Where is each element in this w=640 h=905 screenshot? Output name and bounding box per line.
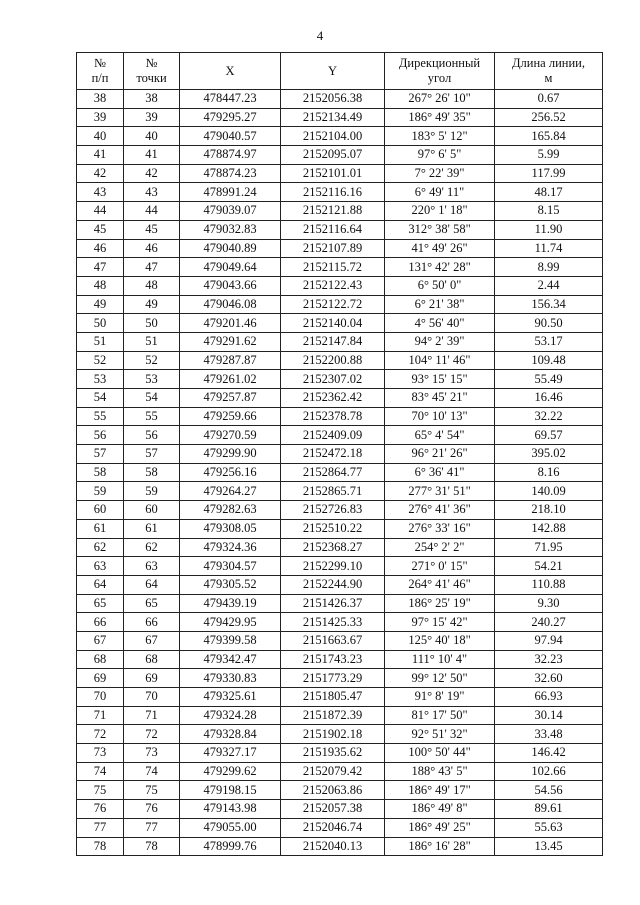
- table-row: [77, 575, 603, 594]
- point-number-cell: 71: [124, 706, 180, 725]
- line-length-cell: 142.88: [495, 519, 603, 538]
- y-coordinate-cell: 2152299.10: [281, 557, 385, 576]
- row-number-cell: 43: [77, 183, 124, 202]
- line-length-cell: 11.74: [495, 239, 603, 258]
- row-number-cell: 41: [77, 146, 124, 165]
- point-number-cell: 74: [124, 762, 180, 781]
- direction-angle-cell: 97° 15' 42": [385, 613, 495, 632]
- direction-angle-cell: 4° 56' 40": [385, 314, 495, 333]
- direction-angle-cell: 99° 12' 50": [385, 669, 495, 688]
- table-row: [77, 501, 603, 520]
- table-row: [77, 146, 603, 165]
- x-coordinate-cell: 479295.27: [180, 108, 281, 127]
- line-length-cell: 32.22: [495, 407, 603, 426]
- direction-angle-cell: 271° 0' 15": [385, 557, 495, 576]
- header-direction-angle: Дирекционный угол: [385, 53, 495, 90]
- y-coordinate-cell: 2152362.42: [281, 389, 385, 408]
- y-coordinate-cell: 2151805.47: [281, 688, 385, 707]
- line-length-cell: 8.15: [495, 202, 603, 221]
- header-point-number: № точки: [124, 53, 180, 90]
- y-coordinate-cell: 2152057.38: [281, 800, 385, 819]
- y-coordinate-cell: 2152056.38: [281, 90, 385, 109]
- row-number-cell: 73: [77, 744, 124, 763]
- y-coordinate-cell: 2152104.00: [281, 127, 385, 146]
- row-number-cell: 46: [77, 239, 124, 258]
- x-coordinate-cell: 478991.24: [180, 183, 281, 202]
- direction-angle-cell: 81° 17' 50": [385, 706, 495, 725]
- row-number-cell: 52: [77, 351, 124, 370]
- point-number-cell: 58: [124, 463, 180, 482]
- x-coordinate-cell: 479198.15: [180, 781, 281, 800]
- row-number-cell: 57: [77, 445, 124, 464]
- table-body: [77, 90, 603, 856]
- direction-angle-cell: 276° 33' 16": [385, 519, 495, 538]
- point-number-cell: 49: [124, 295, 180, 314]
- direction-angle-cell: 277° 31' 51": [385, 482, 495, 501]
- y-coordinate-cell: 2152864.77: [281, 463, 385, 482]
- direction-angle-cell: 186° 16' 28": [385, 837, 495, 856]
- point-number-cell: 53: [124, 370, 180, 389]
- x-coordinate-cell: 479043.66: [180, 276, 281, 295]
- table-row: [77, 127, 603, 146]
- row-number-cell: 72: [77, 725, 124, 744]
- row-number-cell: 65: [77, 594, 124, 613]
- point-number-cell: 64: [124, 575, 180, 594]
- point-number-cell: 38: [124, 90, 180, 109]
- point-number-cell: 40: [124, 127, 180, 146]
- direction-angle-cell: 83° 45' 21": [385, 389, 495, 408]
- row-number-cell: 40: [77, 127, 124, 146]
- line-length-cell: 54.21: [495, 557, 603, 576]
- x-coordinate-cell: 479439.19: [180, 594, 281, 613]
- row-number-cell: 45: [77, 220, 124, 239]
- direction-angle-cell: 6° 21' 38": [385, 295, 495, 314]
- table-row: [77, 613, 603, 632]
- direction-angle-cell: 70° 10' 13": [385, 407, 495, 426]
- row-number-cell: 48: [77, 276, 124, 295]
- table-row: [77, 538, 603, 557]
- row-number-cell: 70: [77, 688, 124, 707]
- y-coordinate-cell: 2152865.71: [281, 482, 385, 501]
- row-number-cell: 60: [77, 501, 124, 520]
- x-coordinate-cell: 479259.66: [180, 407, 281, 426]
- x-coordinate-cell: 479399.58: [180, 631, 281, 650]
- x-coordinate-cell: 479287.87: [180, 351, 281, 370]
- row-number-cell: 49: [77, 295, 124, 314]
- y-coordinate-cell: 2151663.67: [281, 631, 385, 650]
- x-coordinate-cell: 479282.63: [180, 501, 281, 520]
- x-coordinate-cell: 479143.98: [180, 800, 281, 819]
- table-row: [77, 594, 603, 613]
- x-coordinate-cell: 479261.02: [180, 370, 281, 389]
- y-coordinate-cell: 2152200.88: [281, 351, 385, 370]
- direction-angle-cell: 41° 49' 26": [385, 239, 495, 258]
- x-coordinate-cell: 478999.76: [180, 837, 281, 856]
- row-number-cell: 53: [77, 370, 124, 389]
- y-coordinate-cell: 2152378.78: [281, 407, 385, 426]
- y-coordinate-cell: 2152122.72: [281, 295, 385, 314]
- line-length-cell: 16.46: [495, 389, 603, 408]
- point-number-cell: 52: [124, 351, 180, 370]
- page-number: 4: [316, 28, 324, 43]
- table-row: [77, 725, 603, 744]
- x-coordinate-cell: 479256.16: [180, 463, 281, 482]
- y-coordinate-cell: 2152726.83: [281, 501, 385, 520]
- line-length-cell: 69.57: [495, 426, 603, 445]
- direction-angle-cell: 6° 50' 0": [385, 276, 495, 295]
- table-row: [77, 164, 603, 183]
- row-number-cell: 55: [77, 407, 124, 426]
- direction-angle-cell: 104° 11' 46": [385, 351, 495, 370]
- line-length-cell: 66.93: [495, 688, 603, 707]
- x-coordinate-cell: 478874.97: [180, 146, 281, 165]
- x-coordinate-cell: 479040.89: [180, 239, 281, 258]
- direction-angle-cell: 186° 49' 35": [385, 108, 495, 127]
- point-number-cell: 66: [124, 613, 180, 632]
- table-row: [77, 482, 603, 501]
- point-number-cell: 65: [124, 594, 180, 613]
- header-y: Y: [281, 53, 385, 90]
- direction-angle-cell: 276° 41' 36": [385, 501, 495, 520]
- line-length-cell: 110.88: [495, 575, 603, 594]
- line-length-cell: 89.61: [495, 800, 603, 819]
- y-coordinate-cell: 2152079.42: [281, 762, 385, 781]
- point-number-cell: 57: [124, 445, 180, 464]
- table-row: [77, 818, 603, 837]
- x-coordinate-cell: 479201.46: [180, 314, 281, 333]
- table-row: [77, 314, 603, 333]
- direction-angle-cell: 111° 10' 4": [385, 650, 495, 669]
- row-number-cell: 59: [77, 482, 124, 501]
- line-length-cell: 140.09: [495, 482, 603, 501]
- row-number-cell: 44: [77, 202, 124, 221]
- line-length-cell: 256.52: [495, 108, 603, 127]
- line-length-cell: 90.50: [495, 314, 603, 333]
- y-coordinate-cell: 2151902.18: [281, 725, 385, 744]
- header-line-length: Длина линии, м: [495, 53, 603, 90]
- coordinates-table: [76, 52, 603, 856]
- point-number-cell: 48: [124, 276, 180, 295]
- y-coordinate-cell: 2152122.43: [281, 276, 385, 295]
- point-number-cell: 77: [124, 818, 180, 837]
- row-number-cell: 54: [77, 389, 124, 408]
- x-coordinate-cell: 479257.87: [180, 389, 281, 408]
- direction-angle-cell: 91° 8' 19": [385, 688, 495, 707]
- row-number-cell: 39: [77, 108, 124, 127]
- table-row: [77, 370, 603, 389]
- line-length-cell: 30.14: [495, 706, 603, 725]
- table-row: [77, 781, 603, 800]
- y-coordinate-cell: 2152101.01: [281, 164, 385, 183]
- y-coordinate-cell: 2152115.72: [281, 258, 385, 277]
- y-coordinate-cell: 2151872.39: [281, 706, 385, 725]
- x-coordinate-cell: 479299.62: [180, 762, 281, 781]
- point-number-cell: 60: [124, 501, 180, 520]
- table-row: [77, 631, 603, 650]
- direction-angle-cell: 186° 49' 25": [385, 818, 495, 837]
- x-coordinate-cell: 479299.90: [180, 445, 281, 464]
- line-length-cell: 395.02: [495, 445, 603, 464]
- row-number-cell: 78: [77, 837, 124, 856]
- table-row: [77, 183, 603, 202]
- table-row: [77, 108, 603, 127]
- line-length-cell: 33.48: [495, 725, 603, 744]
- table-header: [77, 53, 603, 90]
- line-length-cell: 5.99: [495, 146, 603, 165]
- x-coordinate-cell: 479429.95: [180, 613, 281, 632]
- point-number-cell: 67: [124, 631, 180, 650]
- direction-angle-cell: 6° 36' 41": [385, 463, 495, 482]
- line-length-cell: 8.99: [495, 258, 603, 277]
- x-coordinate-cell: 479040.57: [180, 127, 281, 146]
- line-length-cell: 146.42: [495, 744, 603, 763]
- y-coordinate-cell: 2152307.02: [281, 370, 385, 389]
- line-length-cell: 55.49: [495, 370, 603, 389]
- y-coordinate-cell: 2152140.04: [281, 314, 385, 333]
- table-row: [77, 426, 603, 445]
- point-number-cell: 39: [124, 108, 180, 127]
- line-length-cell: 55.63: [495, 818, 603, 837]
- y-coordinate-cell: 2152040.13: [281, 837, 385, 856]
- table-row: [77, 276, 603, 295]
- x-coordinate-cell: 479304.57: [180, 557, 281, 576]
- y-coordinate-cell: 2152147.84: [281, 332, 385, 351]
- x-coordinate-cell: 479039.07: [180, 202, 281, 221]
- table-row: [77, 688, 603, 707]
- table-row: [77, 295, 603, 314]
- table-row: [77, 90, 603, 109]
- direction-angle-cell: 94° 2' 39": [385, 332, 495, 351]
- row-number-cell: 68: [77, 650, 124, 669]
- row-number-cell: 67: [77, 631, 124, 650]
- point-number-cell: 44: [124, 202, 180, 221]
- line-length-cell: 54.56: [495, 781, 603, 800]
- line-length-cell: 218.10: [495, 501, 603, 520]
- x-coordinate-cell: 479049.64: [180, 258, 281, 277]
- y-coordinate-cell: 2152095.07: [281, 146, 385, 165]
- table-row: [77, 351, 603, 370]
- table-row: [77, 706, 603, 725]
- direction-angle-cell: 183° 5' 12": [385, 127, 495, 146]
- point-number-cell: 72: [124, 725, 180, 744]
- row-number-cell: 38: [77, 90, 124, 109]
- direction-angle-cell: 267° 26' 10": [385, 90, 495, 109]
- point-number-cell: 62: [124, 538, 180, 557]
- line-length-cell: 48.17: [495, 183, 603, 202]
- point-number-cell: 78: [124, 837, 180, 856]
- y-coordinate-cell: 2151773.29: [281, 669, 385, 688]
- direction-angle-cell: 7° 22' 39": [385, 164, 495, 183]
- point-number-cell: 56: [124, 426, 180, 445]
- direction-angle-cell: 186° 49' 8": [385, 800, 495, 819]
- table-row: [77, 762, 603, 781]
- point-number-cell: 75: [124, 781, 180, 800]
- point-number-cell: 43: [124, 183, 180, 202]
- point-number-cell: 50: [124, 314, 180, 333]
- header-row-number: № п/п: [77, 53, 124, 90]
- row-number-cell: 77: [77, 818, 124, 837]
- line-length-cell: 2.44: [495, 276, 603, 295]
- y-coordinate-cell: 2152472.18: [281, 445, 385, 464]
- row-number-cell: 75: [77, 781, 124, 800]
- row-number-cell: 51: [77, 332, 124, 351]
- point-number-cell: 61: [124, 519, 180, 538]
- row-number-cell: 56: [77, 426, 124, 445]
- table-row: [77, 837, 603, 856]
- table-row: [77, 407, 603, 426]
- line-length-cell: 102.66: [495, 762, 603, 781]
- y-coordinate-cell: 2152510.22: [281, 519, 385, 538]
- line-length-cell: 240.27: [495, 613, 603, 632]
- table-row: [77, 258, 603, 277]
- x-coordinate-cell: 479324.28: [180, 706, 281, 725]
- direction-angle-cell: 312° 38' 58": [385, 220, 495, 239]
- row-number-cell: 74: [77, 762, 124, 781]
- direction-angle-cell: 65° 4' 54": [385, 426, 495, 445]
- line-length-cell: 53.17: [495, 332, 603, 351]
- table-row: [77, 332, 603, 351]
- y-coordinate-cell: 2152116.16: [281, 183, 385, 202]
- y-coordinate-cell: 2152116.64: [281, 220, 385, 239]
- row-number-cell: 47: [77, 258, 124, 277]
- line-length-cell: 165.84: [495, 127, 603, 146]
- table-row: [77, 202, 603, 221]
- y-coordinate-cell: 2151743.23: [281, 650, 385, 669]
- row-number-cell: 62: [77, 538, 124, 557]
- table-row: [77, 239, 603, 258]
- line-length-cell: 0.67: [495, 90, 603, 109]
- table-row: [77, 650, 603, 669]
- direction-angle-cell: 92° 51' 32": [385, 725, 495, 744]
- line-length-cell: 8.16: [495, 463, 603, 482]
- direction-angle-cell: 97° 6' 5": [385, 146, 495, 165]
- row-number-cell: 69: [77, 669, 124, 688]
- direction-angle-cell: 188° 43' 5": [385, 762, 495, 781]
- direction-angle-cell: 186° 49' 17": [385, 781, 495, 800]
- x-coordinate-cell: 479046.08: [180, 295, 281, 314]
- row-number-cell: 64: [77, 575, 124, 594]
- row-number-cell: 50: [77, 314, 124, 333]
- point-number-cell: 55: [124, 407, 180, 426]
- direction-angle-cell: 6° 49' 11": [385, 183, 495, 202]
- direction-angle-cell: 220° 1' 18": [385, 202, 495, 221]
- direction-angle-cell: 131° 42' 28": [385, 258, 495, 277]
- y-coordinate-cell: 2151426.37: [281, 594, 385, 613]
- line-length-cell: 32.23: [495, 650, 603, 669]
- table-row: [77, 220, 603, 239]
- direction-angle-cell: 254° 2' 2": [385, 538, 495, 557]
- header-x: X: [180, 53, 281, 90]
- x-coordinate-cell: 479291.62: [180, 332, 281, 351]
- y-coordinate-cell: 2152368.27: [281, 538, 385, 557]
- line-length-cell: 117.99: [495, 164, 603, 183]
- point-number-cell: 51: [124, 332, 180, 351]
- point-number-cell: 63: [124, 557, 180, 576]
- line-length-cell: 71.95: [495, 538, 603, 557]
- y-coordinate-cell: 2152046.74: [281, 818, 385, 837]
- row-number-cell: 63: [77, 557, 124, 576]
- y-coordinate-cell: 2152063.86: [281, 781, 385, 800]
- point-number-cell: 47: [124, 258, 180, 277]
- x-coordinate-cell: 479330.83: [180, 669, 281, 688]
- line-length-cell: 97.94: [495, 631, 603, 650]
- point-number-cell: 68: [124, 650, 180, 669]
- table-row: [77, 557, 603, 576]
- row-number-cell: 76: [77, 800, 124, 819]
- point-number-cell: 42: [124, 164, 180, 183]
- line-length-cell: 13.45: [495, 837, 603, 856]
- direction-angle-cell: 264° 41' 46": [385, 575, 495, 594]
- y-coordinate-cell: 2152409.09: [281, 426, 385, 445]
- line-length-cell: 11.90: [495, 220, 603, 239]
- point-number-cell: 54: [124, 389, 180, 408]
- x-coordinate-cell: 479342.47: [180, 650, 281, 669]
- line-length-cell: 9.30: [495, 594, 603, 613]
- x-coordinate-cell: 479325.61: [180, 688, 281, 707]
- point-number-cell: 45: [124, 220, 180, 239]
- point-number-cell: 69: [124, 669, 180, 688]
- y-coordinate-cell: 2151425.33: [281, 613, 385, 632]
- point-number-cell: 73: [124, 744, 180, 763]
- point-number-cell: 59: [124, 482, 180, 501]
- table-row: [77, 519, 603, 538]
- y-coordinate-cell: 2152134.49: [281, 108, 385, 127]
- x-coordinate-cell: 479055.00: [180, 818, 281, 837]
- x-coordinate-cell: 479324.36: [180, 538, 281, 557]
- row-number-cell: 61: [77, 519, 124, 538]
- row-number-cell: 66: [77, 613, 124, 632]
- row-number-cell: 42: [77, 164, 124, 183]
- line-length-cell: 109.48: [495, 351, 603, 370]
- point-number-cell: 46: [124, 239, 180, 258]
- direction-angle-cell: 186° 25' 19": [385, 594, 495, 613]
- point-number-cell: 70: [124, 688, 180, 707]
- x-coordinate-cell: 479264.27: [180, 482, 281, 501]
- y-coordinate-cell: 2152121.88: [281, 202, 385, 221]
- x-coordinate-cell: 478874.23: [180, 164, 281, 183]
- x-coordinate-cell: 479308.05: [180, 519, 281, 538]
- row-number-cell: 58: [77, 463, 124, 482]
- direction-angle-cell: 125° 40' 18": [385, 631, 495, 650]
- x-coordinate-cell: 479328.84: [180, 725, 281, 744]
- direction-angle-cell: 96° 21' 26": [385, 445, 495, 464]
- line-length-cell: 32.60: [495, 669, 603, 688]
- row-number-cell: 71: [77, 706, 124, 725]
- table-row: [77, 800, 603, 819]
- table-row: [77, 463, 603, 482]
- y-coordinate-cell: 2152244.90: [281, 575, 385, 594]
- x-coordinate-cell: 479327.17: [180, 744, 281, 763]
- x-coordinate-cell: 478447.23: [180, 90, 281, 109]
- x-coordinate-cell: 479032.83: [180, 220, 281, 239]
- y-coordinate-cell: 2151935.62: [281, 744, 385, 763]
- table-row: [77, 445, 603, 464]
- direction-angle-cell: 100° 50' 44": [385, 744, 495, 763]
- x-coordinate-cell: 479270.59: [180, 426, 281, 445]
- y-coordinate-cell: 2152107.89: [281, 239, 385, 258]
- table-row: [77, 744, 603, 763]
- point-number-cell: 76: [124, 800, 180, 819]
- table-row: [77, 669, 603, 688]
- table-row: [77, 389, 603, 408]
- direction-angle-cell: 93° 15' 15": [385, 370, 495, 389]
- line-length-cell: 156.34: [495, 295, 603, 314]
- x-coordinate-cell: 479305.52: [180, 575, 281, 594]
- point-number-cell: 41: [124, 146, 180, 165]
